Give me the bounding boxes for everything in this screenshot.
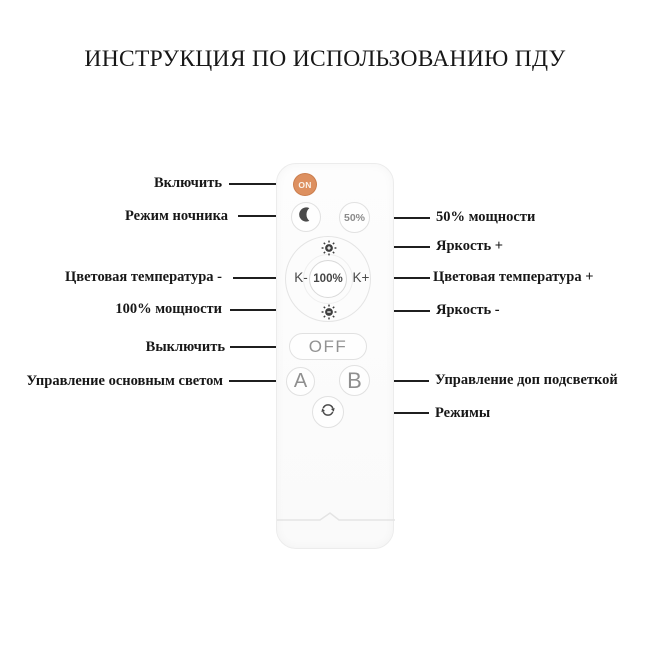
label-main-light-control: Управление основным светом — [26, 373, 223, 389]
sun-minus-icon — [321, 304, 337, 320]
label-100-power: 100% мощности — [115, 301, 222, 317]
label-50-power: 50% мощности — [436, 209, 536, 225]
fifty-percent-button: 50% — [339, 202, 370, 233]
label-aux-light-control: Управление доп подсветкой — [435, 372, 618, 388]
remote-control — [276, 163, 394, 549]
label-color-temp-minus: Цветовая температура - — [64, 269, 222, 285]
label-color-temp-plus: Цветовая температура + — [433, 269, 594, 285]
label-modes: Режимы — [435, 405, 491, 421]
label-brightness-minus: Яркость - — [436, 302, 500, 318]
label-night-mode: Режим ночника — [125, 208, 228, 224]
battery-cover-seam — [277, 512, 395, 526]
page-title: ИНСТРУКЦИЯ ПО ИСПОЛЬЗОВАНИЮ ПДУ — [84, 46, 566, 72]
a-button: A — [286, 367, 315, 396]
k-minus-button: K- — [294, 270, 308, 285]
label-power-off: Выключить — [145, 339, 225, 355]
off-button: OFF — [289, 333, 367, 360]
b-button: B — [339, 365, 370, 396]
label-power-on: Включить — [153, 175, 222, 191]
night-mode-button — [291, 202, 321, 232]
label-brightness-plus: Яркость + — [436, 238, 504, 254]
sun-plus-icon — [321, 240, 337, 256]
modes-button — [312, 396, 344, 428]
moon-icon — [298, 206, 315, 228]
cycle-icon — [318, 400, 338, 425]
on-button: ON — [293, 173, 317, 196]
k-plus-button: K+ — [352, 270, 370, 285]
hundred-percent-button: 100% — [309, 260, 347, 298]
